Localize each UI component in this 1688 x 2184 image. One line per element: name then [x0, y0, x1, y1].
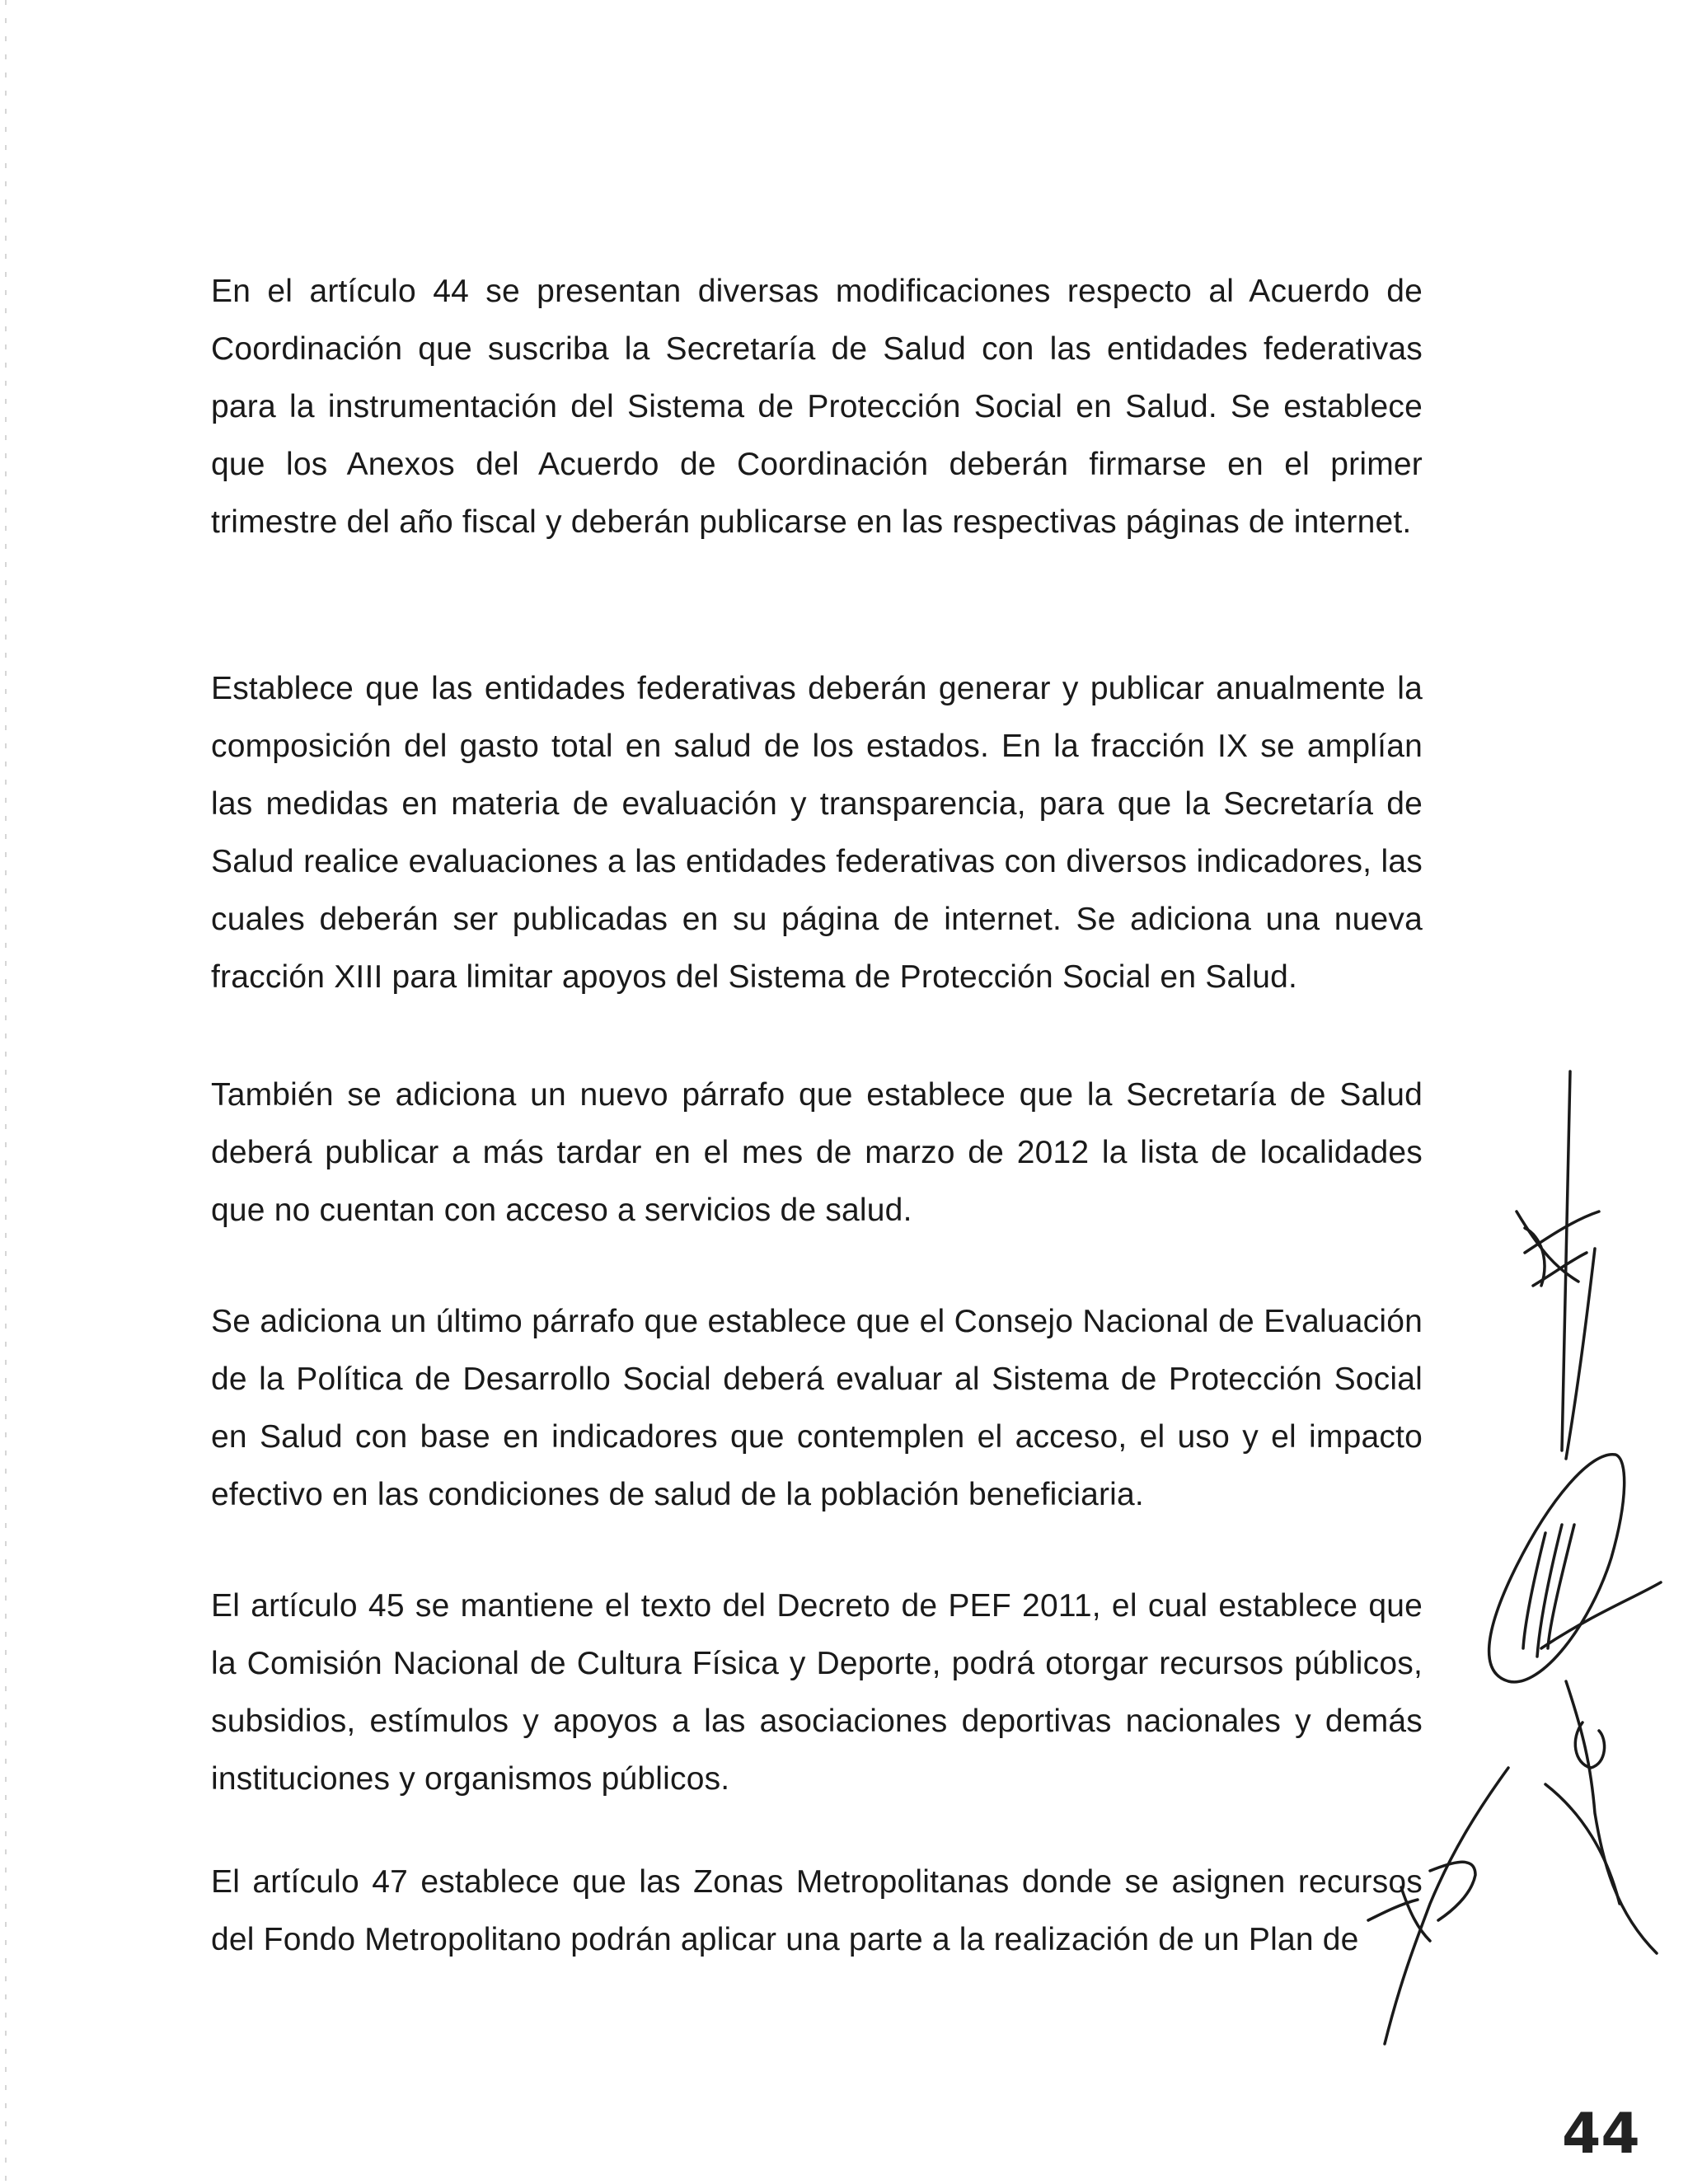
paragraph-article-44: En el artículo 44 se presentan diversas modificaciones respecto al Acuerdo de Coordinación que suscriba la Secretaría de Salud con las entidades federativas para la instrumentación del Sistema de Protección Social en Salud. Se establece que los Anexos del Acuerdo de Coordinación deberán firmarse en el primer trimestre del año fiscal y deberán publicarse en las respectivas páginas de internet. [211, 274, 1423, 540]
paragraph-evaluation-council: Se adiciona un último párrafo que establece que el Consejo Nacional de Evaluación de la Política de Desarrollo Social deberá evaluar al Sistema de Protección Social en Salud con base en indicadores que contemplen el acceso, el uso y el impacto efectivo en las condiciones de salud de la población beneficiaria. [211, 1304, 1423, 1512]
signature-3-loop [1430, 1862, 1475, 1920]
signature-2-slash [1545, 1784, 1620, 1904]
signature-1-stroke-cross [1517, 1212, 1599, 1286]
signature-2-small-loop [1575, 1722, 1604, 1768]
scan-edge-artifact [5, 0, 7, 2184]
paragraph-localities-list: También se adiciona un nuevo párrafo que establece que la Secretaría de Salud deberá publicar a más tardar en el mes de marzo de 2012 la lista de localidades que no cuentan con acceso a servicios de salud. [211, 1077, 1423, 1228]
signature-1-stroke-vertical [1562, 1071, 1570, 1451]
signature-2-tail [1541, 1582, 1661, 1648]
signature-1-stroke-hook [1525, 1228, 1545, 1286]
signature-2-inner-strokes [1523, 1525, 1574, 1657]
page-number: 44 [1562, 2102, 1640, 2167]
signature-1-stroke-slant [1566, 1249, 1595, 1459]
paragraph-article-47: El artículo 47 establece que las Zonas Metropolitanas donde se asignen recursos del Fondo Metropolitano podrán aplicar una parte a la realización de un Plan de [211, 1864, 1423, 1957]
paragraph-state-spending: Establece que las entidades federativas deberán generar y publicar anualmente la composición del gasto total en salud de los estados. En la fracción IX se amplían las medidas en materia de evaluación y transparencia, para que la Secretaría de Salud realice evaluaciones a las entidades federativas con diversos indicadores, las cuales deberán ser publicadas en su página de internet. Se adiciona una nueva fracción XIII para limitar apoyos del Sistema de Protección Social en Salud. [211, 671, 1423, 995]
signature-2-descender [1566, 1681, 1657, 1953]
paragraph-article-45: El artículo 45 se mantiene el texto del Decreto de PEF 2011, el cual establece que la Comisión Nacional de Cultura Física y Deporte, podrá otorgar recursos públicos, subsidios, estímulos y apoyos a las asociaciones deportivas nacionales y demás instituciones y organismos públicos. [211, 1588, 1423, 1797]
signature-2-loop [1489, 1455, 1625, 1682]
